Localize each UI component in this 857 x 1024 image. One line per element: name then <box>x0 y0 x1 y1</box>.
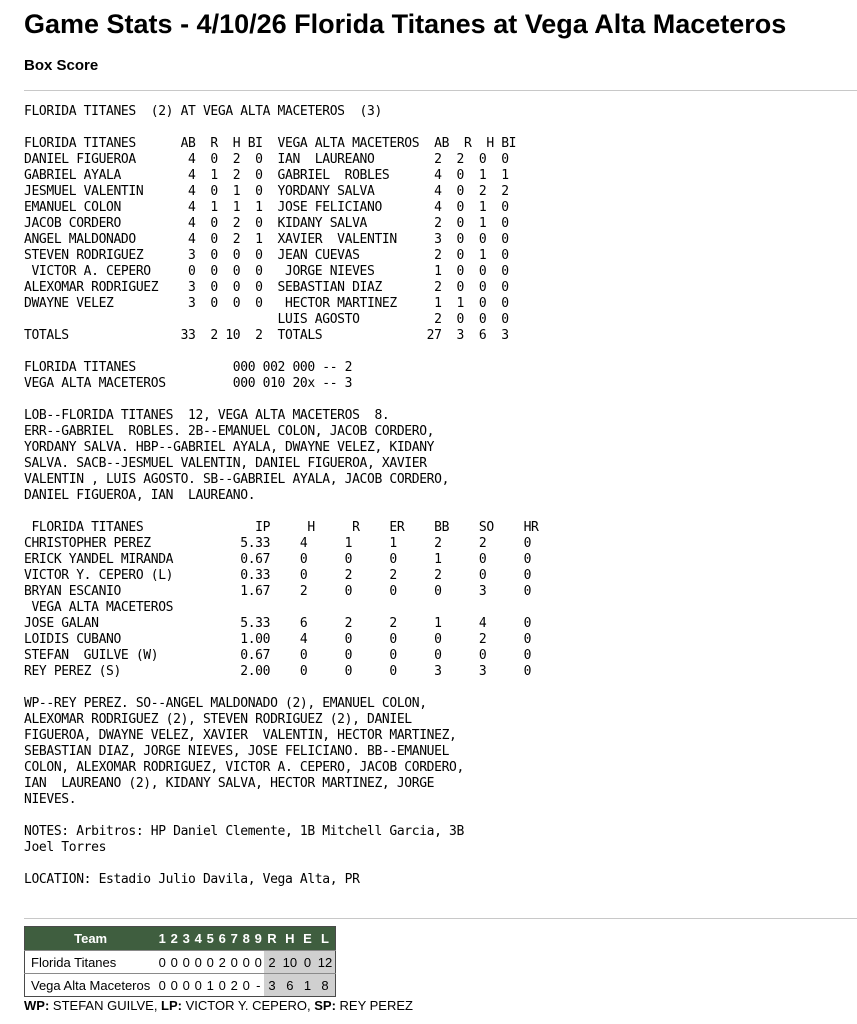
linescore-header-inning-4: 4 <box>192 927 204 951</box>
pitchers-of-record: WP: STEFAN GUILVE, LP: VICTOR Y. CEPERO, SP: REY PEREZ <box>24 998 413 1013</box>
linescore-errors-cell: 0 <box>300 951 315 974</box>
linescore-lob-cell: 8 <box>315 974 336 997</box>
save-pitcher: REY PEREZ <box>339 998 413 1013</box>
linescore-inning-cell: 0 <box>252 951 264 974</box>
linescore-header-errors: E <box>300 927 315 951</box>
linescore-table <box>24 926 336 997</box>
linescore-header-inning-5: 5 <box>204 927 216 951</box>
linescore-header-row <box>25 927 336 951</box>
losing-pitcher-label: LP: <box>161 998 182 1013</box>
section-heading-box-score: Box Score <box>24 57 99 74</box>
linescore-hits-cell: 10 <box>280 951 300 974</box>
save-pitcher-label: SP: <box>314 998 336 1013</box>
winning-pitcher: STEFAN GUILVE <box>52 998 154 1013</box>
divider-bottom <box>24 918 857 919</box>
linescore-row-home <box>25 974 336 997</box>
page-title: Game Stats - 4/10/26 Florida Titanes at Vega Alta Maceteros <box>24 9 787 39</box>
linescore-inning-cell: 0 <box>156 951 168 974</box>
divider-top <box>24 90 857 91</box>
linescore-header-team: Team <box>25 927 157 951</box>
linescore-inning-cell: 0 <box>192 951 204 974</box>
linescore-team-name: Florida Titanes <box>25 951 157 974</box>
linescore-inning-cell: 0 <box>180 974 192 997</box>
linescore-runs-cell: 2 <box>264 951 279 974</box>
linescore-team-name: Vega Alta Maceteros <box>25 974 157 997</box>
linescore-inning-cell: 0 <box>216 974 228 997</box>
linescore-header-inning-3: 3 <box>180 927 192 951</box>
linescore-inning-cell: 0 <box>180 951 192 974</box>
linescore-header-hits: H <box>280 927 300 951</box>
linescore-lob-cell: 12 <box>315 951 336 974</box>
linescore-inning-cell: 0 <box>240 951 252 974</box>
linescore-inning-cell: 0 <box>204 951 216 974</box>
linescore-header-inning-1: 1 <box>156 927 168 951</box>
linescore-inning-cell: 0 <box>168 974 180 997</box>
linescore-header-runs: R <box>264 927 279 951</box>
linescore-inning-cell: 2 <box>228 974 240 997</box>
linescore-inning-cell: 2 <box>216 951 228 974</box>
linescore-header-inning-7: 7 <box>228 927 240 951</box>
winning-pitcher-label: WP: <box>24 998 50 1013</box>
linescore-header-inning-9: 9 <box>252 927 264 951</box>
linescore-inning-cell: 1 <box>204 974 216 997</box>
linescore-inning-cell: 0 <box>228 951 240 974</box>
linescore-hits-cell: 6 <box>280 974 300 997</box>
linescore-header-inning-6: 6 <box>216 927 228 951</box>
losing-pitcher: VICTOR Y. CEPERO <box>185 998 307 1013</box>
linescore-inning-cell: 0 <box>192 974 204 997</box>
linescore-header-lob: L <box>315 927 336 951</box>
box-score-text: FLORIDA TITANES (2) AT VEGA ALTA MACETEROS (3) FLORIDA TITANES AB R H BI VEGA ALTA MACETEROS AB R H BI DANIEL FIGUEROA 4 0 2 0 IAN LAUREANO 2 2 0 0 GABRIEL AYALA 4 1 2 0 GABRIEL ROBLES 4 0 1 1 JESMUEL VALENTIN 4 0 1 0 YORDANY SALVA 4 0 2 2 EMANUEL COLON 4 1 1 1 JOSE FELICIANO 4 0 1 0 JACOB CORDERO 4 0 2 0 KIDANY SALVA 2 0 1 0 ANGEL MALDONADO 4 0 2 1 XAVIER VALENTIN 3 0 0 0 STEVEN RODRIGUEZ 3 0 0 0 JEAN CUEVAS 2 0 1 0 VICTOR A. CEPERO 0 0 0 0 JORGE NIEVES 1 0 0 0 ALEXOMAR RODRIGUEZ 3 0 0 0 SEBASTIAN DIAZ 2 0 0 0 DWAYNE VELEZ 3 0 0 0 HECTOR MARTINEZ 1 1 0 0 LUIS AGOSTO 2 0 0 0 TOTALS 33 2 10 2 TOTALS 27 3 6 3 FLORIDA TITANES 000 002 000 -- 2 VEGA ALTA MACETEROS 000 010 20x -- 3 LOB--FLORIDA TITANES 12, VEGA ALTA MACETEROS 8. ERR--GABRIEL ROBLES. 2B--EMANUEL COLON, JACOB CORDERO, YORDANY SALVA. HBP--GABRIEL AYALA, DWAYNE VELEZ, KIDANY SALVA. SACB--JESMUEL VALENTIN, DANIEL FIGUEROA, XAVIER VALENTIN , LUIS AGOSTO. SB--GABRIEL AYALA, JACOB CORDERO, DANIEL FIGUEROA, IAN LAUREANO. FLORIDA TITANES IP H R ER BB SO HR CHRISTOPHER PEREZ 5.33 4 1 1 2 2 0 ERICK YANDEL MIRANDA 0.67 0 0 0 1 0 0 VICTOR Y. CEPERO (L) 0.33 0 2 2 2 0 0 BRYAN ESCANIO 1.67 2 0 0 0 3 0 VEGA ALTA MACETEROS JOSE GALAN 5.33 6 2 2 1 4 0 LOIDIS CUBANO 1.00 4 0 0 0 2 0 STEFAN GUILVE (W) 0.67 0 0 0 0 0 0 REY PEREZ (S) 2.00 0 0 0 3 3 0 WP--REY PEREZ. SO--ANGEL MALDONADO (2), EMANUEL COLON, ALEXOMAR RODRIGUEZ (2), STEVEN RODRIGUEZ (2), DANIEL FIGUEROA, DWAYNE VELEZ, XAVIER VALENTIN, HECTOR MARTINEZ, SEBASTIAN DIAZ, JORGE NIEVES, JOSE FELICIANO. BB--EMANUEL COLON, ALEXOMAR RODRIGUEZ, VICTOR A. CEPERO, JACOB CORDERO, IAN LAUREANO (2), KIDANY SALVA, HECTOR MARTINEZ, JORGE NIEVES. NOTES: Arbitros: HP Daniel Clemente, 1B Mitchell Garcia, 3B Joel Torres LOCATION: Estadio Julio Davila, Vega Alta, PR <box>24 104 539 887</box>
linescore-row-away <box>25 951 336 974</box>
linescore-runs-cell: 3 <box>264 974 279 997</box>
linescore-inning-cell: - <box>252 974 264 997</box>
linescore-header-inning-2: 2 <box>168 927 180 951</box>
linescore-inning-cell: 0 <box>168 951 180 974</box>
linescore-errors-cell: 1 <box>300 974 315 997</box>
linescore-header-inning-8: 8 <box>240 927 252 951</box>
linescore-inning-cell: 0 <box>240 974 252 997</box>
linescore-inning-cell: 0 <box>156 974 168 997</box>
